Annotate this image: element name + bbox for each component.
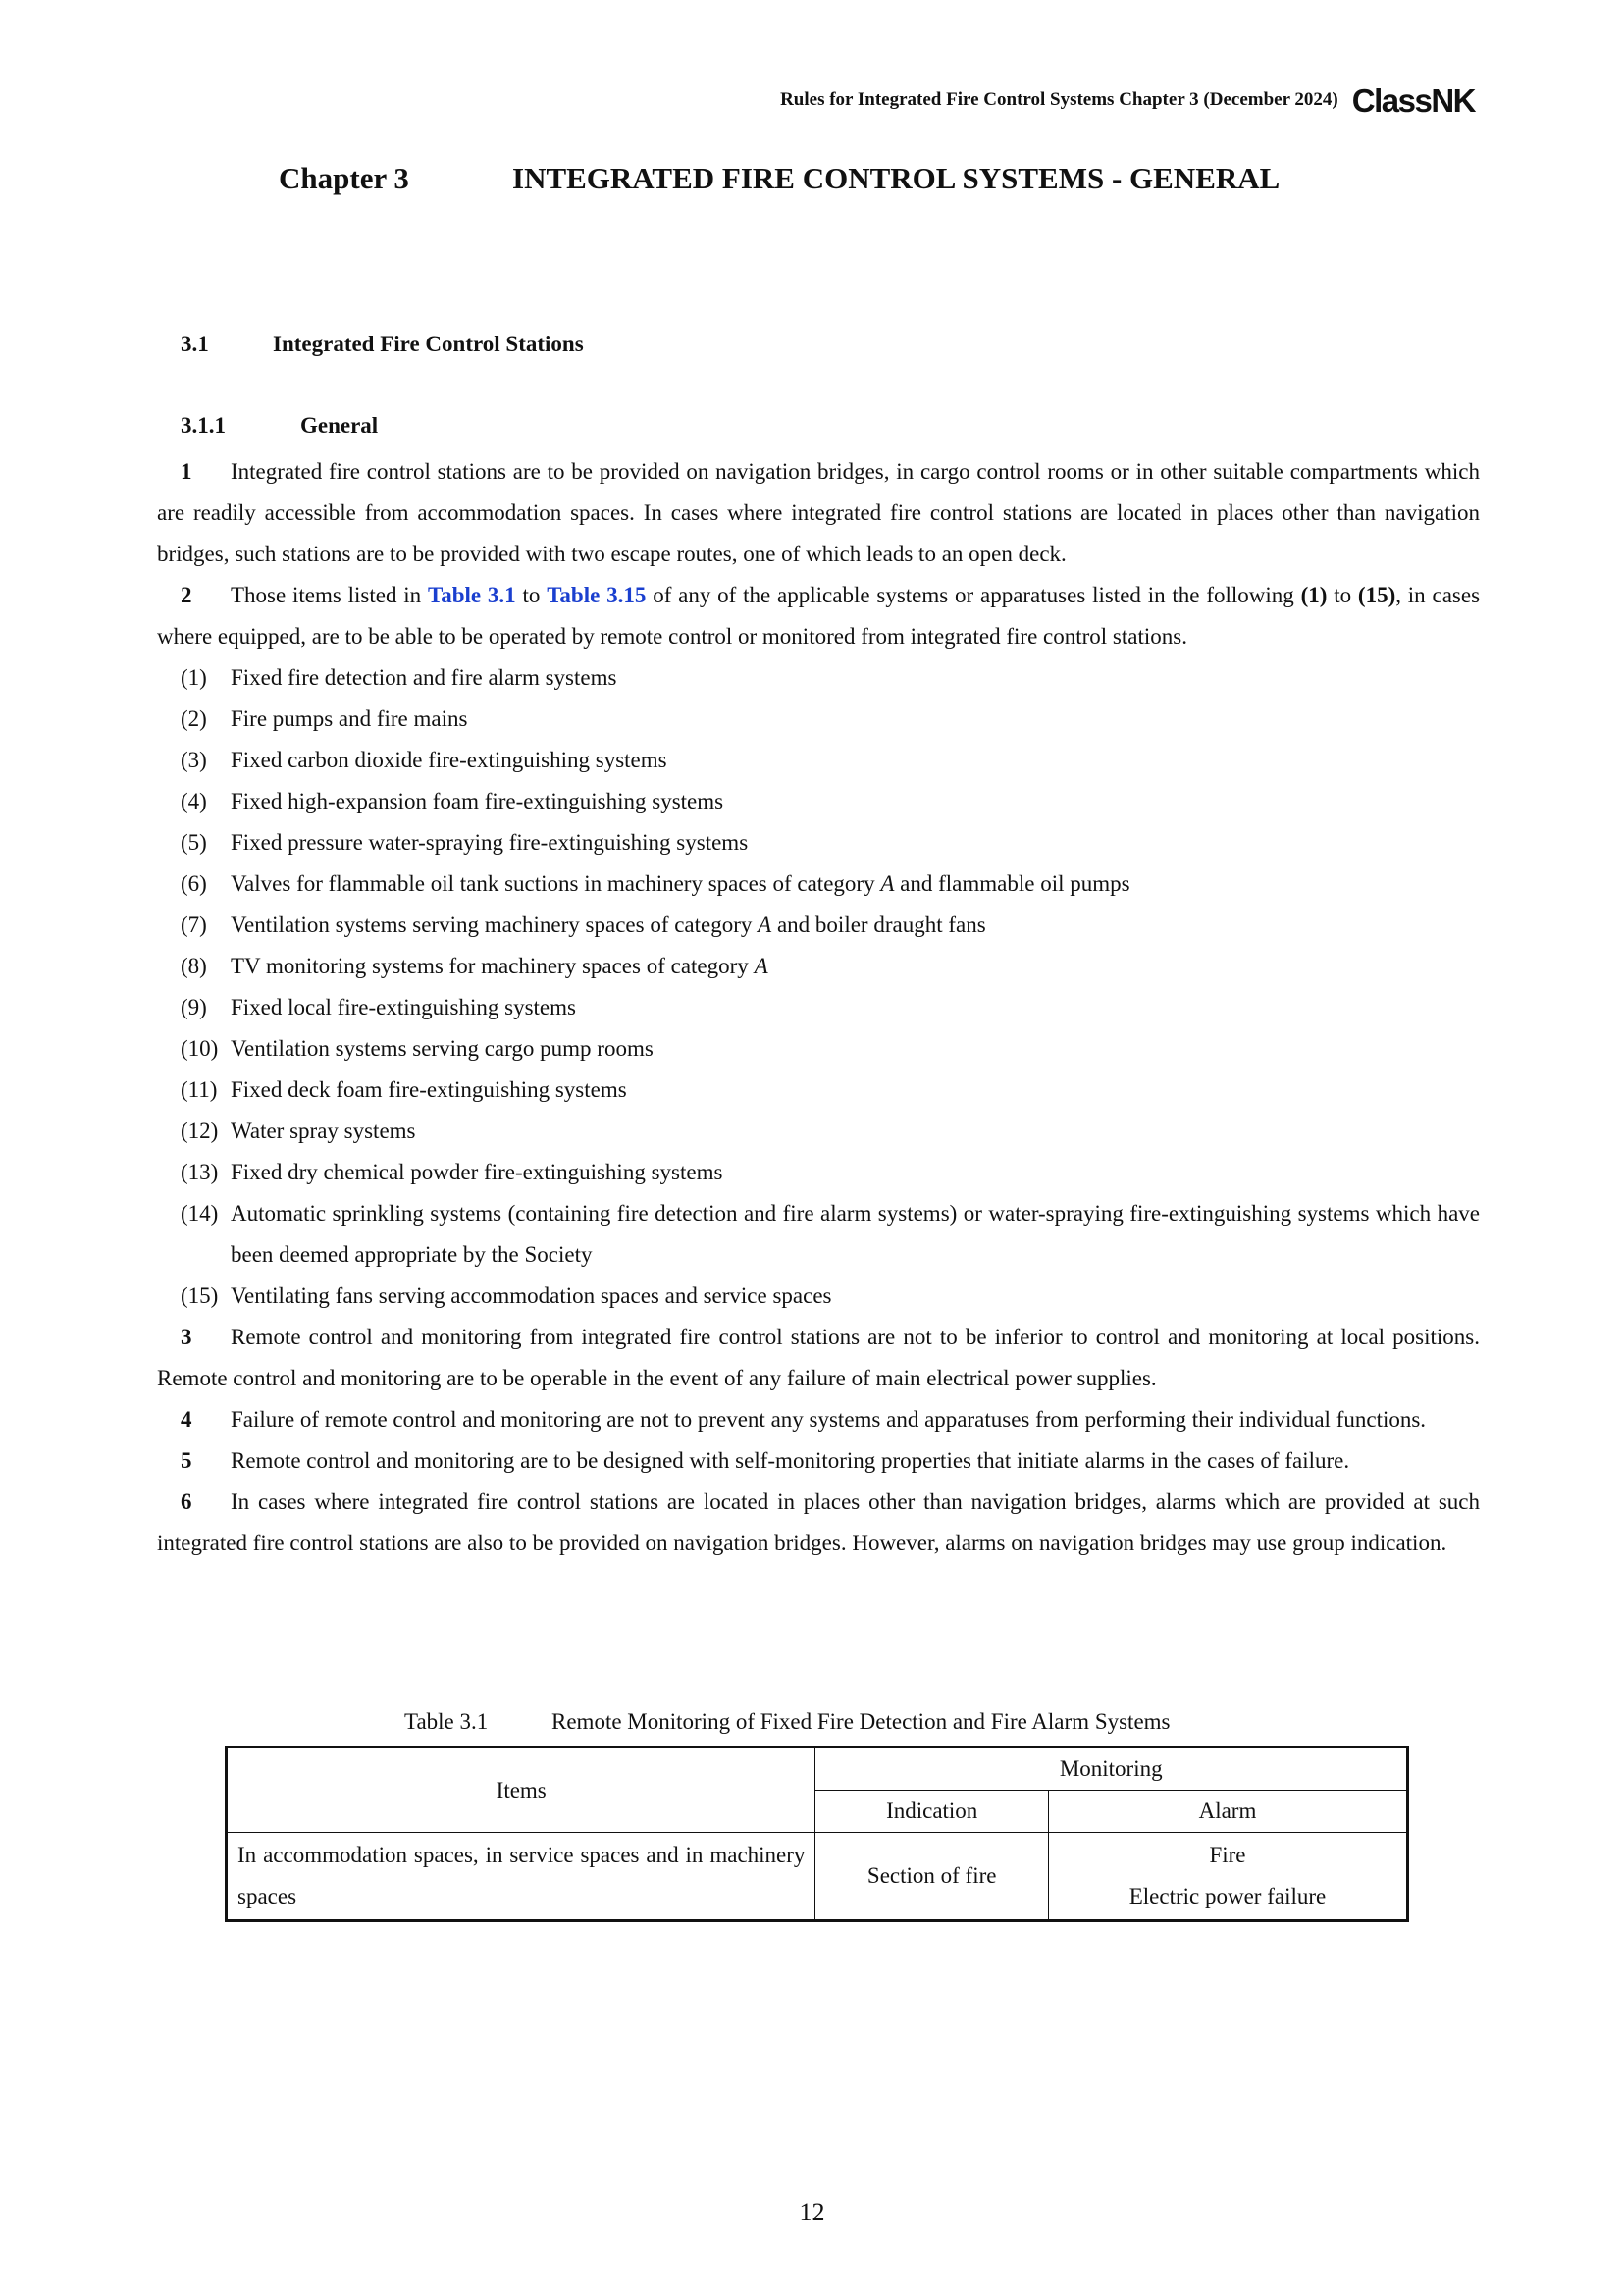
table-header-row [227,1748,1408,1791]
subsection-heading [181,413,378,439]
item-ref: (15) [1357,583,1396,607]
list-item [157,905,1480,946]
cell-alarm [1048,1833,1407,1921]
list-item-text: Fixed high-expansion foam fire-extinguishing systems [231,789,724,813]
section-heading [181,332,584,357]
paragraph-text: Those items listed in [231,583,428,607]
list-item-text: Fixed carbon dioxide fire-extinguishing systems [231,748,667,772]
running-title: Rules for Integrated Fire Control Systems Chapter 3 (December 2024) [780,89,1338,110]
list-item-number: (15) [181,1283,219,1308]
list-item-number: (1) [181,665,207,690]
paragraph-1 [157,451,1480,575]
list-item [157,699,1480,740]
chapter-heading [279,161,1280,196]
subsection-number: 3.1.1 [181,413,226,438]
paragraph-6 [157,1482,1480,1564]
item-ref: (1) [1300,583,1328,607]
list-item [157,1152,1480,1193]
paragraph-number: 1 [181,459,192,484]
list-item-text [231,905,1480,946]
list-item-number: (3) [181,748,207,772]
list-item-text: Fixed dry chemical powder fire-extinguishing systems [231,1160,723,1184]
list-item-text: Fire pumps and fire mains [231,706,468,731]
alarm-power-failure: Electric power failure [1128,1884,1327,1908]
paragraph-text: to [1327,583,1358,607]
systems-list [157,657,1480,1317]
list-item-text: Fixed pressure water-spraying fire-extinguishing systems [231,830,749,855]
list-item [157,1276,1480,1317]
table-3-1 [225,1746,1409,1922]
paragraph-4 [157,1399,1480,1440]
list-item-text: Fixed deck foam fire-extinguishing systems [231,1077,627,1102]
list-item [157,822,1480,863]
list-item-text: Ventilating fans serving accommodation spaces and service spaces [231,1283,832,1308]
paragraph-3 [157,1317,1480,1399]
section-title: Integrated Fire Control Stations [273,332,584,356]
list-item [157,1193,1480,1276]
list-item-number: (14) [181,1201,219,1226]
list-item [157,740,1480,781]
list-item [157,946,1480,987]
category-label: A [758,913,772,937]
list-item [157,657,1480,699]
list-item-text: Automatic sprinkling systems (containing fire detection and fire alarm systems) or water-spraying fire-extinguishing systems which have been deemed appropriate by the Society [231,1201,1480,1267]
table-row [227,1833,1408,1921]
paragraph-text: to [515,583,548,607]
list-item-number: (13) [181,1160,219,1184]
list-item [157,781,1480,822]
header-indication: Indication [815,1791,1049,1833]
table-3-15-link[interactable]: Table 3.15 [547,583,647,607]
list-item-number: (10) [181,1036,219,1061]
paragraph-2 [157,575,1480,657]
list-item-text-part: TV monitoring systems for machinery spaces of category [231,954,755,978]
list-item-text: Water spray systems [231,1119,416,1143]
list-item-number: (6) [181,871,207,896]
list-item [157,987,1480,1028]
running-header [780,80,1475,120]
paragraph-text: Integrated fire control stations are to be provided on navigation bridges, in cargo control rooms or in other suitable compartments which are readily accessible from accommodation spaces. In cases where integrated fire control stations are located in places other than navigation bridges, such stations are to be provided with two escape routes, one of which leads to an open deck. [157,459,1480,566]
list-item-number: (11) [181,1077,218,1102]
paragraph-number: 6 [181,1489,192,1514]
header-alarm: Alarm [1048,1791,1407,1833]
list-item-text-part: Ventilation systems serving machinery spaces of category [231,913,759,937]
chapter-number: Chapter 3 [279,161,409,195]
table-caption-number: Table 3.1 [404,1709,489,1734]
list-item-text-part: and flammable oil pumps [894,871,1130,896]
page-number: 12 [799,2198,825,2226]
list-item-text: Fixed fire detection and fire alarm systems [231,665,617,690]
table-3-1-link[interactable]: Table 3.1 [428,583,516,607]
list-item-text: Ventilation systems serving cargo pump rooms [231,1036,654,1061]
category-label: A [880,871,895,896]
paragraph-5 [157,1440,1480,1482]
list-item-number: (4) [181,789,207,813]
paragraph-number: 3 [181,1325,192,1349]
table-caption-title: Remote Monitoring of Fixed Fire Detection and Fire Alarm Systems [551,1709,1171,1734]
list-item-text [231,946,1480,987]
list-item [157,1028,1480,1070]
paragraph-text: Failure of remote control and monitoring are not to prevent any systems and apparatuses from performing their individual functions. [231,1407,1427,1432]
paragraph-number: 4 [181,1407,192,1432]
list-item-number: (2) [181,706,207,731]
paragraph-number: 5 [181,1448,192,1473]
table-caption [404,1709,1171,1735]
list-item-number: (8) [181,954,207,978]
alarm-fire: Fire [1209,1843,1246,1867]
subsection-title: General [300,413,379,438]
category-label: A [754,954,768,978]
cell-indication: Section of fire [815,1833,1049,1921]
paragraph-text: In cases where integrated fire control stations are located in places other than navigation bridges, alarms which are provided at such integrated fire control stations are also to be provided on navigation bridges. However, alarms on navigation bridges may use group indication. [157,1489,1480,1555]
section-number: 3.1 [181,332,209,356]
paragraph-text: , in cases where equipped, are to be able to be operated by remote control or monitored from integrated fire control stations. [157,583,1481,649]
classnk-logo: ClassNK [1351,81,1475,119]
paragraph-text: Remote control and monitoring are to be designed with self-monitoring properties that initiate alarms in the cases of failure. [231,1448,1350,1473]
list-item-text: Fixed local fire-extinguishing systems [231,995,576,1019]
body-text [157,451,1480,1564]
list-item-text-part: Valves for flammable oil tank suctions in machinery spaces of category [231,871,881,896]
list-item [157,1111,1480,1152]
paragraph-text: Remote control and monitoring from integrated fire control stations are not to be inferior to control and monitoring at local positions. Remote control and monitoring are to be operable in the event of any failure of main electrical power supplies. [157,1325,1480,1390]
list-item [157,1070,1480,1111]
list-item [157,863,1480,905]
list-item-text [231,863,1480,905]
chapter-title: INTEGRATED FIRE CONTROL SYSTEMS - GENERAL [512,161,1281,195]
paragraph-text: of any of the applicable systems or apparatuses listed in the following [646,583,1301,607]
cell-item: In accommodation spaces, in service spaces and in machinery spaces [227,1833,815,1921]
list-item-number: (5) [181,830,207,855]
list-item-text-part: and boiler draught fans [771,913,986,937]
list-item-number: (7) [181,913,207,937]
list-item-number: (12) [181,1119,219,1143]
header-items: Items [227,1748,815,1833]
paragraph-number: 2 [181,583,192,607]
header-monitoring: Monitoring [815,1748,1408,1791]
list-item-number: (9) [181,995,207,1019]
